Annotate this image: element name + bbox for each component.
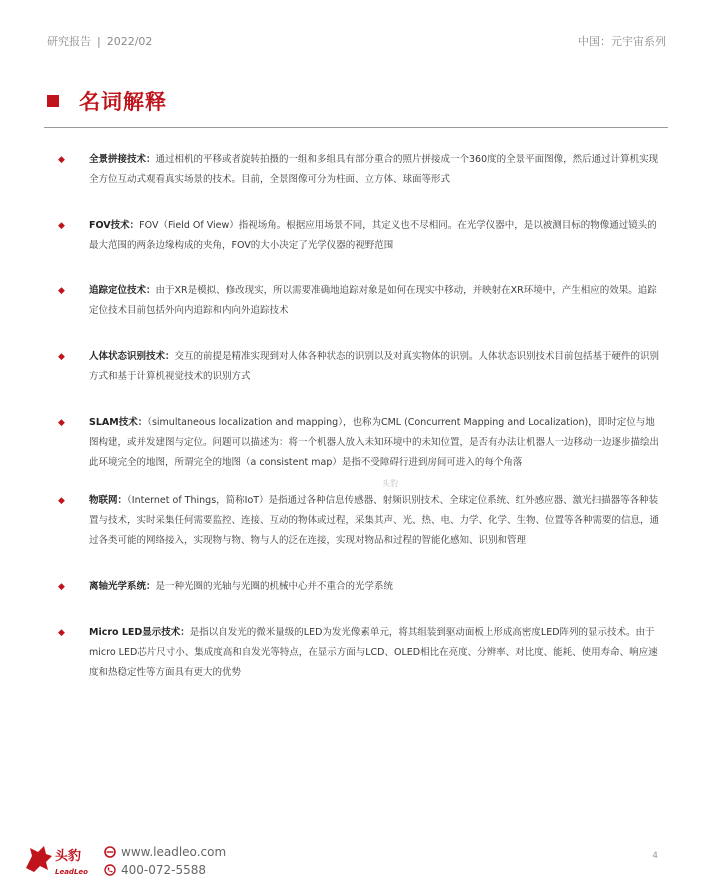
diamond-bullet-icon: ◆	[58, 352, 65, 362]
term-name: 追踪定位技术：	[89, 285, 156, 296]
glossary-item-body-recognition	[58, 347, 662, 387]
phone-number: 400-072-5588	[121, 863, 207, 877]
glossary-item-panorama	[58, 150, 662, 190]
term-description: 通过相机的平移或者旋转拍摄的一组和多组具有部分重合的照片拼接成一个360度的全景平面图像，然后通过计算机实现全方位互动式观看真实场景的技术。目前，全景图像可分为柱面、立方体、球面等形式	[89, 154, 659, 185]
section-heading	[47, 86, 167, 116]
diamond-bullet-icon: ◆	[58, 496, 65, 506]
term-name: FOV技术：	[89, 220, 140, 231]
watermark: 头豹	[382, 479, 398, 488]
term-name: Micro LED显示技术：	[89, 627, 190, 638]
website-row	[104, 843, 226, 861]
diamond-bullet-icon: ◆	[58, 582, 65, 592]
phone-row	[104, 861, 226, 879]
report-type: 研究报告	[47, 35, 91, 48]
term-name: 人体状态识别技术：	[89, 351, 175, 362]
page-title: 名词解释	[79, 90, 167, 114]
page-number: 4	[652, 851, 658, 861]
header-separator: |	[97, 35, 101, 48]
web-e-icon	[104, 846, 116, 858]
term-description: FOV（Field Of View）指视场角。根据应用场景不同，其定义也不尽相同。在光学仪器中，是以被测目标的物像通过镜头的最大范围的两条边缘构成的夹角，FOV的大小决定了光学仪器的视野范围	[89, 220, 657, 251]
report-header	[47, 33, 152, 49]
title-divider	[44, 127, 668, 128]
glossary-item-off-axis-optics	[58, 577, 662, 597]
term-name: 离轴光学系统：	[89, 581, 156, 592]
report-series: 中国：元宇宙系列	[578, 35, 666, 48]
website-link[interactable]: www.leadleo.com	[121, 845, 227, 859]
square-bullet-icon	[47, 95, 59, 107]
diamond-bullet-icon: ◆	[58, 628, 65, 638]
footer-contacts	[104, 843, 226, 879]
term-name: 全景拼接技术：	[89, 154, 156, 165]
term-description: 交互的前提是精准实现到对人体各种状态的识别以及对真实物体的识别。人体状态识别技术目前包括基于硬件的识别方式和基于计算机视觉技术的识别方式	[89, 351, 660, 382]
glossary-item-fov	[58, 216, 662, 256]
phone-icon	[104, 864, 116, 876]
term-name: 物联网：	[89, 495, 128, 506]
diamond-bullet-icon: ◆	[58, 286, 65, 296]
diamond-bullet-icon: ◆	[58, 155, 65, 165]
term-description: （Internet of Things，简称IoT）是指通过各种信息传感器、射频识别技术、全球定位系统、红外感应器、激光扫描器等各种装置与技术，实时采集任何需要监控、连接、互动的物体或过程，采集其声、光、热、电、力学、化学、生物、位置等各种需要的信息，通过各类可能的网络接入，实现物与物、物与人的泛在连接，实现对物品和过程的智能化感知、识别和管理	[89, 495, 660, 546]
logo-text-cn: 头豹	[55, 849, 82, 864]
logo-text-en: LeadLeo	[55, 868, 88, 876]
term-description: （simultaneous localization and mapping），也称为CML (Concurrent Mapping and Localization)，即时定位与地图构建，或并发建图与定位。问题可以描述为：将一个机器人放入未知环境中的未知位置，是否有办法让机器人一边移动一边逐步描绘出此环境完全的地图，所谓完全的地图（a consistent map）是指不受障碍行进到房间可进入的每个角落	[89, 417, 660, 468]
diamond-bullet-icon: ◆	[58, 221, 65, 231]
glossary-item-slam	[58, 413, 662, 473]
glossary-item-tracking	[58, 281, 662, 321]
term-name: SLAM技术：	[89, 417, 148, 428]
glossary-item-iot	[58, 491, 662, 551]
glossary-list	[58, 150, 662, 709]
term-description: 由于XR是模拟、修改现实，所以需要准确地追踪对象是如何在现实中移动，并映射在XR环境中，产生相应的效果。追踪定位技术目前包括外向内追踪和内向外追踪技术	[89, 285, 657, 316]
report-date: 2022/02	[106, 35, 153, 48]
diamond-bullet-icon: ◆	[58, 418, 65, 428]
glossary-item-micro-led	[58, 623, 662, 683]
leopard-logo-icon	[26, 846, 52, 872]
term-description: 是指以自发光的微米量级的LED为发光像素单元，将其组装到驱动面板上形成高密度LED阵列的显示技术。由于micro LED芯片尺寸小、集成度高和自发光等特点，在显示方面与LCD、OLED相比在亮度、分辨率、对比度、能耗、使用寿命、响应速度和热稳定性等方面具有更大的优势	[89, 627, 658, 678]
term-description: 是一种光圈的光轴与光圈的机械中心并不重合的光学系统	[155, 581, 394, 592]
